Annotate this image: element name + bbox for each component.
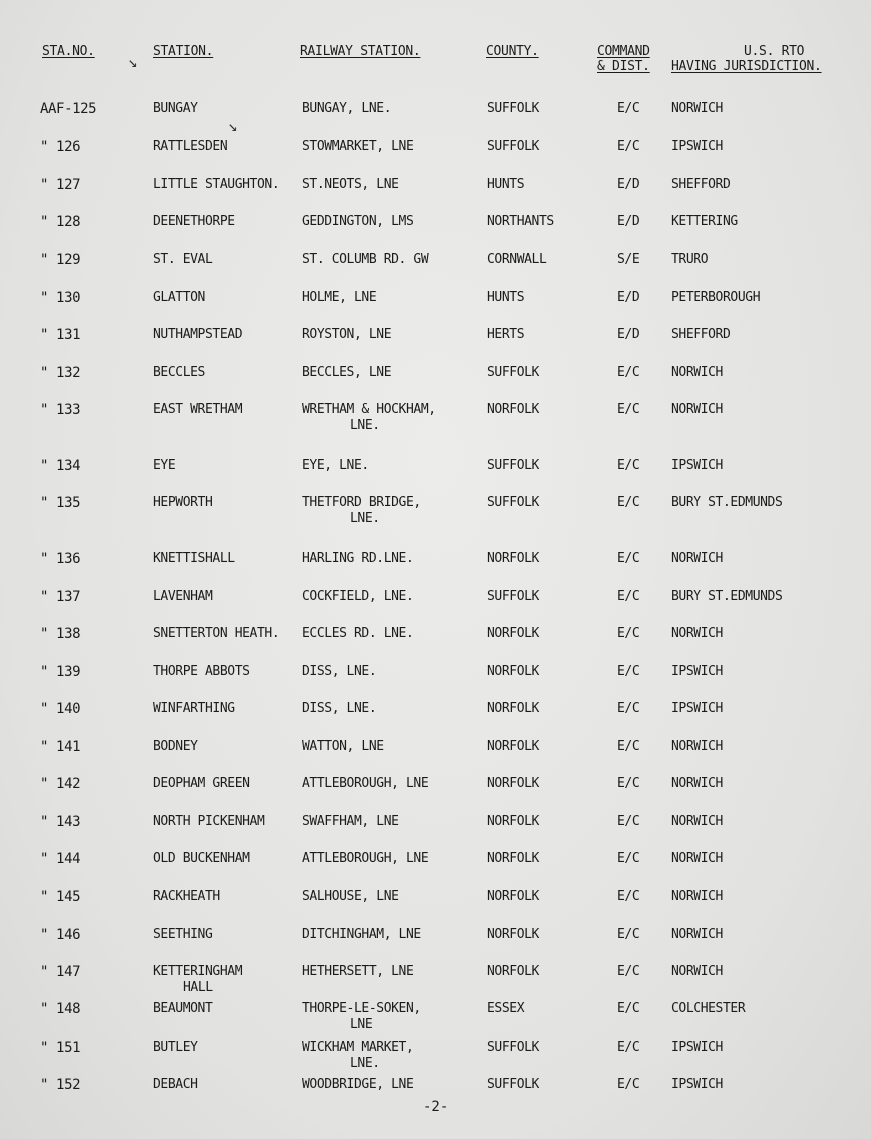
station-name: SNETTERTON HEATH. [153,626,280,641]
railway-station: ATTLEBOROUGH, LNE [302,851,429,866]
railway-station: THETFORD BRIDGE, LNE. [302,495,421,526]
station-number: " 128 [40,214,81,230]
railway-station: ROYSTON, LNE [302,327,392,342]
command-dist: E/C [617,851,640,866]
command-dist: E/D [617,177,640,192]
railway-station: COCKFIELD, LNE. [302,589,414,604]
station-number: " 136 [40,551,81,567]
header-station: STATION. [153,44,214,59]
station-name: DEOPHAM GREEN [153,776,250,791]
station-number: " 138 [40,626,81,642]
station-name: HEPWORTH [153,495,213,510]
command-dist: E/D [617,327,640,342]
station-name: KNETTISHALL [153,551,235,566]
rto-jurisdiction: PETERBOROUGH [671,290,761,305]
station-name: SEETHING [153,927,213,942]
rto-jurisdiction: BURY ST.EDMUNDS [671,589,783,604]
railway-station: ATTLEBOROUGH, LNE [302,776,429,791]
railway-station: ST. COLUMB RD. GW [302,252,429,267]
rto-jurisdiction: NORWICH [671,851,723,866]
railway-station: ECCLES RD. LNE. [302,626,414,641]
county: NORFOLK [487,551,539,566]
station-name: KETTERINGHAM HALL [153,964,243,995]
rto-jurisdiction: BURY ST.EDMUNDS [671,495,783,510]
command-dist: E/C [617,927,640,942]
county: SUFFOLK [487,1077,539,1092]
county: ESSEX [487,1001,525,1016]
county: SUFFOLK [487,458,539,473]
command-dist: E/C [617,402,640,417]
rto-jurisdiction: COLCHESTER [671,1001,746,1016]
rto-jurisdiction: NORWICH [671,776,723,791]
command-dist: E/C [617,1001,640,1016]
header-railway-station: RAILWAY STATION. [300,44,421,59]
railway-station: DITCHINGHAM, LNE [302,927,421,942]
stray-mark: ↘ [128,52,138,71]
county: SUFFOLK [487,139,539,154]
station-name: RACKHEATH [153,889,220,904]
station-number: " 147 [40,964,81,980]
command-dist: E/C [617,458,640,473]
county: NORFOLK [487,889,539,904]
command-dist: E/D [617,214,640,229]
rto-jurisdiction: IPSWICH [671,1040,723,1055]
station-name: LITTLE STAUGHTON. [153,177,280,192]
station-name: NORTH PICKENHAM [153,814,265,829]
rto-jurisdiction: NORWICH [671,402,723,417]
railway-station: ST.NEOTS, LNE [302,177,399,192]
station-name: DEENETHORPE [153,214,235,229]
county: NORFOLK [487,851,539,866]
station-number: " 139 [40,664,81,680]
rto-jurisdiction: KETTERING [671,214,738,229]
rto-jurisdiction: IPSWICH [671,458,723,473]
rto-jurisdiction: NORWICH [671,101,723,116]
railway-station: BUNGAY, LNE. [302,101,392,116]
command-dist: E/C [617,139,640,154]
station-name: BEAUMONT [153,1001,213,1016]
command-dist: E/C [617,1077,640,1092]
rto-jurisdiction: SHEFFORD [671,177,731,192]
station-name: BUNGAY [153,101,198,116]
station-number: " 143 [40,814,81,830]
railway-station: WATTON, LNE [302,739,384,754]
county: SUFFOLK [487,1040,539,1055]
county: HUNTS [487,290,525,305]
railway-station: WRETHAM & HOCKHAM, LNE. [302,402,436,433]
command-dist: E/C [617,814,640,829]
railway-station: WOODBRIDGE, LNE [302,1077,414,1092]
railway-station: THORPE-LE-SOKEN, LNE [302,1001,421,1032]
rto-jurisdiction: NORWICH [671,365,723,380]
railway-station: SWAFFHAM, LNE [302,814,399,829]
county: CORNWALL [487,252,547,267]
station-number: " 148 [40,1001,81,1017]
station-number: " 127 [40,177,81,193]
header-rto: U.S. RTO HAVING JURISDICTION. [671,44,822,74]
rto-jurisdiction: TRURO [671,252,709,267]
railway-station: STOWMARKET, LNE [302,139,414,154]
rto-jurisdiction: IPSWICH [671,664,723,679]
county: NORFOLK [487,964,539,979]
rto-jurisdiction: IPSWICH [671,1077,723,1092]
county: NORFOLK [487,776,539,791]
station-name: DEBACH [153,1077,198,1092]
station-number: " 131 [40,327,81,343]
station-name: EYE [153,458,176,473]
station-number: " 145 [40,889,81,905]
command-dist: E/C [617,664,640,679]
county: NORTHANTS [487,214,554,229]
station-number: " 140 [40,701,81,717]
station-name: BUTLEY [153,1040,198,1055]
command-dist: E/C [617,739,640,754]
station-name: NUTHAMPSTEAD [153,327,243,342]
railway-station: BECCLES, LNE [302,365,392,380]
rto-jurisdiction: NORWICH [671,927,723,942]
rto-jurisdiction: NORWICH [671,551,723,566]
command-dist: E/C [617,1040,640,1055]
station-name: ST. EVAL [153,252,213,267]
station-name: BECCLES [153,365,205,380]
command-dist: E/C [617,495,640,510]
county: NORFOLK [487,927,539,942]
station-name: OLD BUCKENHAM [153,851,250,866]
command-dist: E/C [617,776,640,791]
station-name: RATTLESDEN [153,139,228,154]
command-dist: S/E [617,252,640,267]
command-dist: E/C [617,551,640,566]
station-number: " 132 [40,365,81,381]
county: HUNTS [487,177,525,192]
station-number: AAF-125 [40,101,97,117]
railway-station: WICKHAM MARKET, LNE. [302,1040,414,1071]
station-number: " 129 [40,252,81,268]
station-number: " 135 [40,495,81,511]
railway-station: EYE, LNE. [302,458,369,473]
command-dist: E/C [617,626,640,641]
rto-jurisdiction: NORWICH [671,814,723,829]
county: SUFFOLK [487,365,539,380]
command-dist: E/D [617,290,640,305]
rto-jurisdiction: IPSWICH [671,139,723,154]
rto-jurisdiction: SHEFFORD [671,327,731,342]
rto-jurisdiction: NORWICH [671,889,723,904]
county: SUFFOLK [487,495,539,510]
station-number: " 152 [40,1077,81,1093]
header-county: COUNTY. [486,44,539,59]
station-name: BODNEY [153,739,198,754]
rto-jurisdiction: IPSWICH [671,701,723,716]
command-dist: E/C [617,889,640,904]
county: NORFOLK [487,701,539,716]
station-number: " 137 [40,589,81,605]
header-sta-no: STA.NO. [42,44,95,59]
station-number: " 141 [40,739,81,755]
station-name: GLATTON [153,290,205,305]
county: HERTS [487,327,525,342]
railway-station: HARLING RD.LNE. [302,551,414,566]
station-name: WINFARTHING [153,701,235,716]
county: NORFOLK [487,814,539,829]
county: NORFOLK [487,739,539,754]
station-name: EAST WRETHAM [153,402,243,417]
station-number: " 134 [40,458,81,474]
station-number: " 146 [40,927,81,943]
station-number: " 151 [40,1040,81,1056]
railway-station: HOLME, LNE [302,290,377,305]
rto-jurisdiction: NORWICH [671,626,723,641]
rto-jurisdiction: NORWICH [671,964,723,979]
station-number: " 142 [40,776,81,792]
command-dist: E/C [617,964,640,979]
station-number: " 126 [40,139,81,155]
county: SUFFOLK [487,589,539,604]
stray-mark: ↘ [228,116,238,135]
county: NORFOLK [487,664,539,679]
railway-station: DISS, LNE. [302,664,377,679]
command-dist: E/C [617,701,640,716]
command-dist: E/C [617,589,640,604]
station-number: " 144 [40,851,81,867]
station-number: " 133 [40,402,81,418]
command-dist: E/C [617,101,640,116]
command-dist: E/C [617,365,640,380]
railway-station: HETHERSETT, LNE [302,964,414,979]
county: NORFOLK [487,626,539,641]
station-name: LAVENHAM [153,589,213,604]
station-number: " 130 [40,290,81,306]
railway-station: DISS, LNE. [302,701,377,716]
county: NORFOLK [487,402,539,417]
rto-jurisdiction: NORWICH [671,739,723,754]
railway-station: SALHOUSE, LNE [302,889,399,904]
railway-station: GEDDINGTON, LMS [302,214,414,229]
county: SUFFOLK [487,101,539,116]
page-number: -2- [423,1099,449,1115]
station-name: THORPE ABBOTS [153,664,250,679]
header-command-dist: COMMAND & DIST. [597,44,650,74]
